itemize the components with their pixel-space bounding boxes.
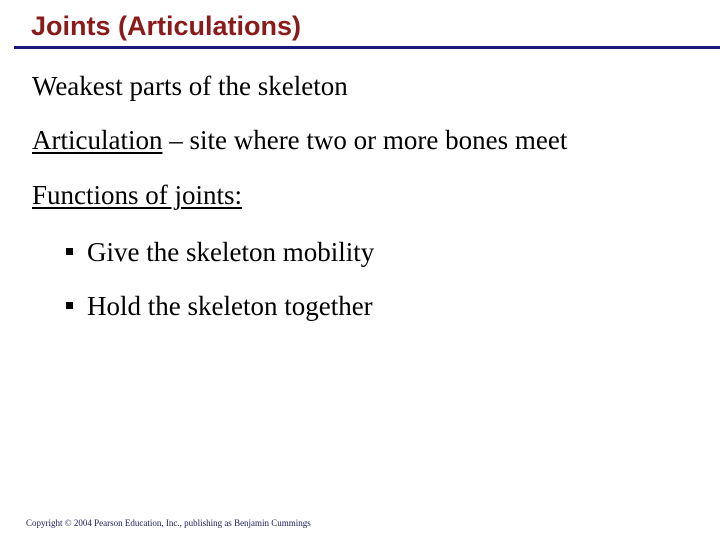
- bullet-text: Give the skeleton mobility: [87, 237, 375, 267]
- square-bullet-icon: [66, 302, 73, 309]
- square-bullet-icon: [66, 248, 73, 255]
- text-line-articulation: [32, 124, 567, 156]
- bullet-item: [66, 290, 373, 322]
- slide-title: Joints (Articulations): [31, 11, 302, 41]
- title-divider: [14, 46, 720, 49]
- functions-heading: Functions of joints:: [32, 180, 243, 210]
- bullet-item: [66, 236, 374, 268]
- articulation-definition: – site where two or more bones meet: [162, 125, 568, 155]
- text-line-weakest-parts: Weakest parts of the skeleton: [32, 71, 348, 101]
- articulation-term: Articulation: [32, 125, 163, 155]
- bullet-text: Hold the skeleton together: [87, 291, 373, 321]
- copyright-notice: Copyright © 2004 Pearson Education, Inc., publishing as Benjamin Cummings: [26, 518, 311, 528]
- text-line-functions-heading: [32, 179, 242, 211]
